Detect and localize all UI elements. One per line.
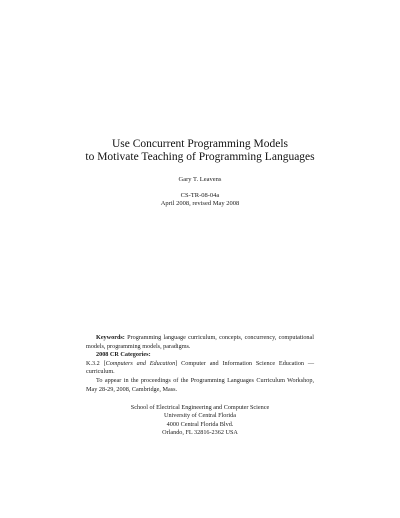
keywords-label: Keywords:	[96, 334, 125, 341]
cr-category-name: Computers and Education	[105, 359, 176, 367]
cr-category-description: Computer and Information Science Education — curriculum.	[86, 359, 315, 376]
cr-code: K.3.2	[86, 359, 100, 367]
keywords-text: Programming language curriculum, concepts, concurrency, computational models, programming models, paradigms.	[86, 334, 314, 350]
address-city: Orlando, FL 32816-2362 USA	[162, 429, 238, 437]
address-university: University of Central Florida	[163, 412, 236, 420]
title-line-1: Use Concurrent Programming Models	[112, 138, 288, 150]
cr-categories-entry	[86, 360, 314, 377]
publication-note: To appear in the proceedings of the Programming Languages Curriculum Workshop, May 28-29, 2008, Cambridge, Mass.	[86, 377, 314, 393]
report-number: CS-TR-08-04a	[180, 192, 220, 199]
cr-categories-heading	[86, 351, 314, 360]
address-street: 4000 Central Florida Blvd.	[166, 420, 234, 428]
author-name: Gary T. Leavens	[178, 176, 222, 183]
cr-bracket-open: [	[103, 359, 106, 367]
cr-bracket-close: ]	[175, 359, 178, 367]
address-school: School of Electrical Engineering and Computer Science	[130, 404, 270, 411]
cr-categories-label: 2008 CR Categories:	[96, 351, 151, 358]
title-line-2: to Motivate Teaching of Programming Languages	[85, 151, 315, 163]
keywords-paragraph	[86, 334, 314, 351]
report-date: April 2008, revised May 2008	[160, 200, 240, 207]
